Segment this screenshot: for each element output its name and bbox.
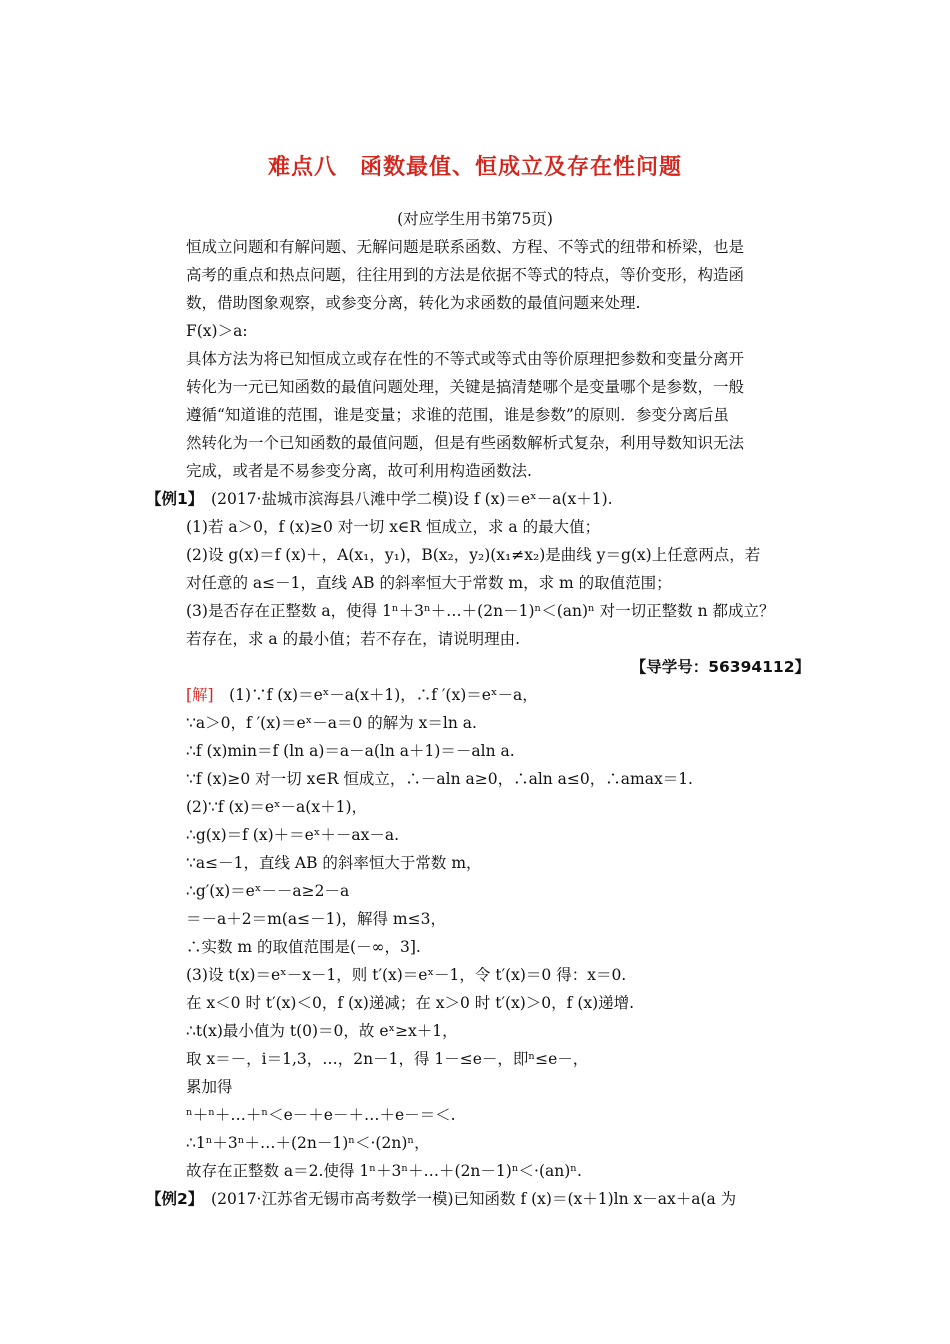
question-part: 对任意的 a≤－1，直线 AB 的斜率恒大于常数 m，求 m 的取值范围； [186,574,672,592]
example-1-header [146,488,613,510]
solution-text: (1)∵f (x)＝eˣ－a(x＋1)，∴f ′(x)＝eˣ－a， [213,686,538,704]
solution-line: ＝－a＋2＝m(a≤－1)，解得 m≤3， [186,910,446,928]
solution-line: ∴t(x)最小值为 t(0)＝0，故 eˣ≥x＋1， [186,1022,458,1040]
book-page-note: (对应学生用书第75页) [397,210,553,228]
solution-line [186,684,538,706]
question-part: 若存在，求 a 的最小值；若不存在，请说明理由. [186,630,521,648]
example-2-stem: (2017·江苏省无锡市高考数学一模)已知函数 f (x)＝(x＋1)ln x－ax＋a(a 为 [195,1190,737,1208]
solution-tag: [解] [186,686,214,704]
page-title: 难点八 函数最值、恒成立及存在性问题 [267,155,682,180]
example-2-header [146,1188,736,1210]
guide-number: 【导学号：56394112】 [630,658,810,676]
question-part: (1)若 a＞0，f (x)≥0 对一切 x∈R 恒成立，求 a 的最大值； [186,518,601,536]
solution-line: (3)设 t(x)＝eˣ－x－1，则 t′(x)＝eˣ－1，令 t′(x)＝0 得：x＝0. [186,966,627,984]
intro-line: 遵循“知道谁的范围，谁是变量；求谁的范围，谁是参数”的原则．参变分离后虽 [186,406,729,424]
solution-line: ⁿ＋ⁿ＋…＋ⁿ＜e－＋e－＋…＋e－＝＜. [186,1106,456,1124]
solution-line: ∴1ⁿ＋3ⁿ＋…＋(2n－1)ⁿ＜·(2n)ⁿ， [186,1134,430,1152]
intro-line: 高考的重点和热点问题，往往用到的方法是依据不等式的特点，等价变形，构造函 [186,266,745,284]
solution-line: ∵a＞0，f ′(x)＝eˣ－a＝0 的解为 x＝ln a. [186,714,477,732]
question-part: (2)设 g(x)＝f (x)＋，A(x₁，y₁)，B(x₂，y₂)(x₁≠x₂)是曲线 y＝g(x)上任意两点，若 [186,546,761,564]
solution-line: ∵a≤－1，直线 AB 的斜率恒大于常数 m， [186,854,482,872]
solution-line: 累加得 [186,1078,233,1096]
intro-line: F(x)＞a: [186,322,248,340]
intro-line: 转化为一元已知函数的最值问题处理，关键是搞清楚哪个是变量哪个是参数，一般 [186,378,745,396]
example-2-label: 【例2】 [146,1190,196,1208]
solution-line: 故存在正整数 a＝2.使得 1ⁿ＋3ⁿ＋…＋(2n－1)ⁿ＜·(an)ⁿ. [186,1162,582,1180]
solution-line: ∵f (x)≥0 对一切 x∈R 恒成立，∴－aln a≥0，∴aln a≤0，∴amax＝1. [186,770,693,788]
example-1-stem: (2017·盐城市滨海县八滩中学二模)设 f (x)＝eˣ－a(x＋1). [195,490,613,508]
intro-line: 具体方法为将已知恒成立或存在性的不等式或等式由等价原理把参数和变量分离开 [186,350,745,368]
solution-line: 在 x＜0 时 t′(x)＜0，f (x)递减；在 x＞0 时 t′(x)＞0，f (x)递增. [186,994,635,1012]
intro-line: 数，借助图象观察，或参变分离，转化为求函数的最值问题来处理. [186,294,641,312]
intro-line: 然转化为一个已知函数的最值问题，但是有些函数解析式复杂，利用导数知识无法 [186,434,745,452]
solution-line: (2)∵f (x)＝eˣ－a(x＋1)， [186,798,367,816]
solution-line: ∴g′(x)＝eˣ－－a≥2－a [186,882,350,900]
solution-line: ∴f (x)min＝f (ln a)＝a－a(ln a＋1)＝－aln a. [186,742,515,760]
solution-line: 取 x＝－，i＝1,3，…，2n－1，得 1－≤e－，即ⁿ≤e－， [186,1050,589,1068]
solution-line: ∴g(x)＝f (x)＋＝eˣ＋－ax－a. [186,826,400,844]
example-1-label: 【例1】 [146,490,196,508]
question-part: (3)是否存在正整数 a，使得 1ⁿ＋3ⁿ＋…＋(2n－1)ⁿ＜(an)ⁿ 对一切正整数 n 都成立？ [186,602,775,620]
intro-line: 完成，或者是不易参变分离，故可利用构造函数法. [186,462,532,480]
intro-line: 恒成立问题和有解问题、无解问题是联系函数、方程、不等式的纽带和桥梁，也是 [186,238,745,256]
solution-line: ∴实数 m 的取值范围是(－∞，3]. [186,938,421,956]
